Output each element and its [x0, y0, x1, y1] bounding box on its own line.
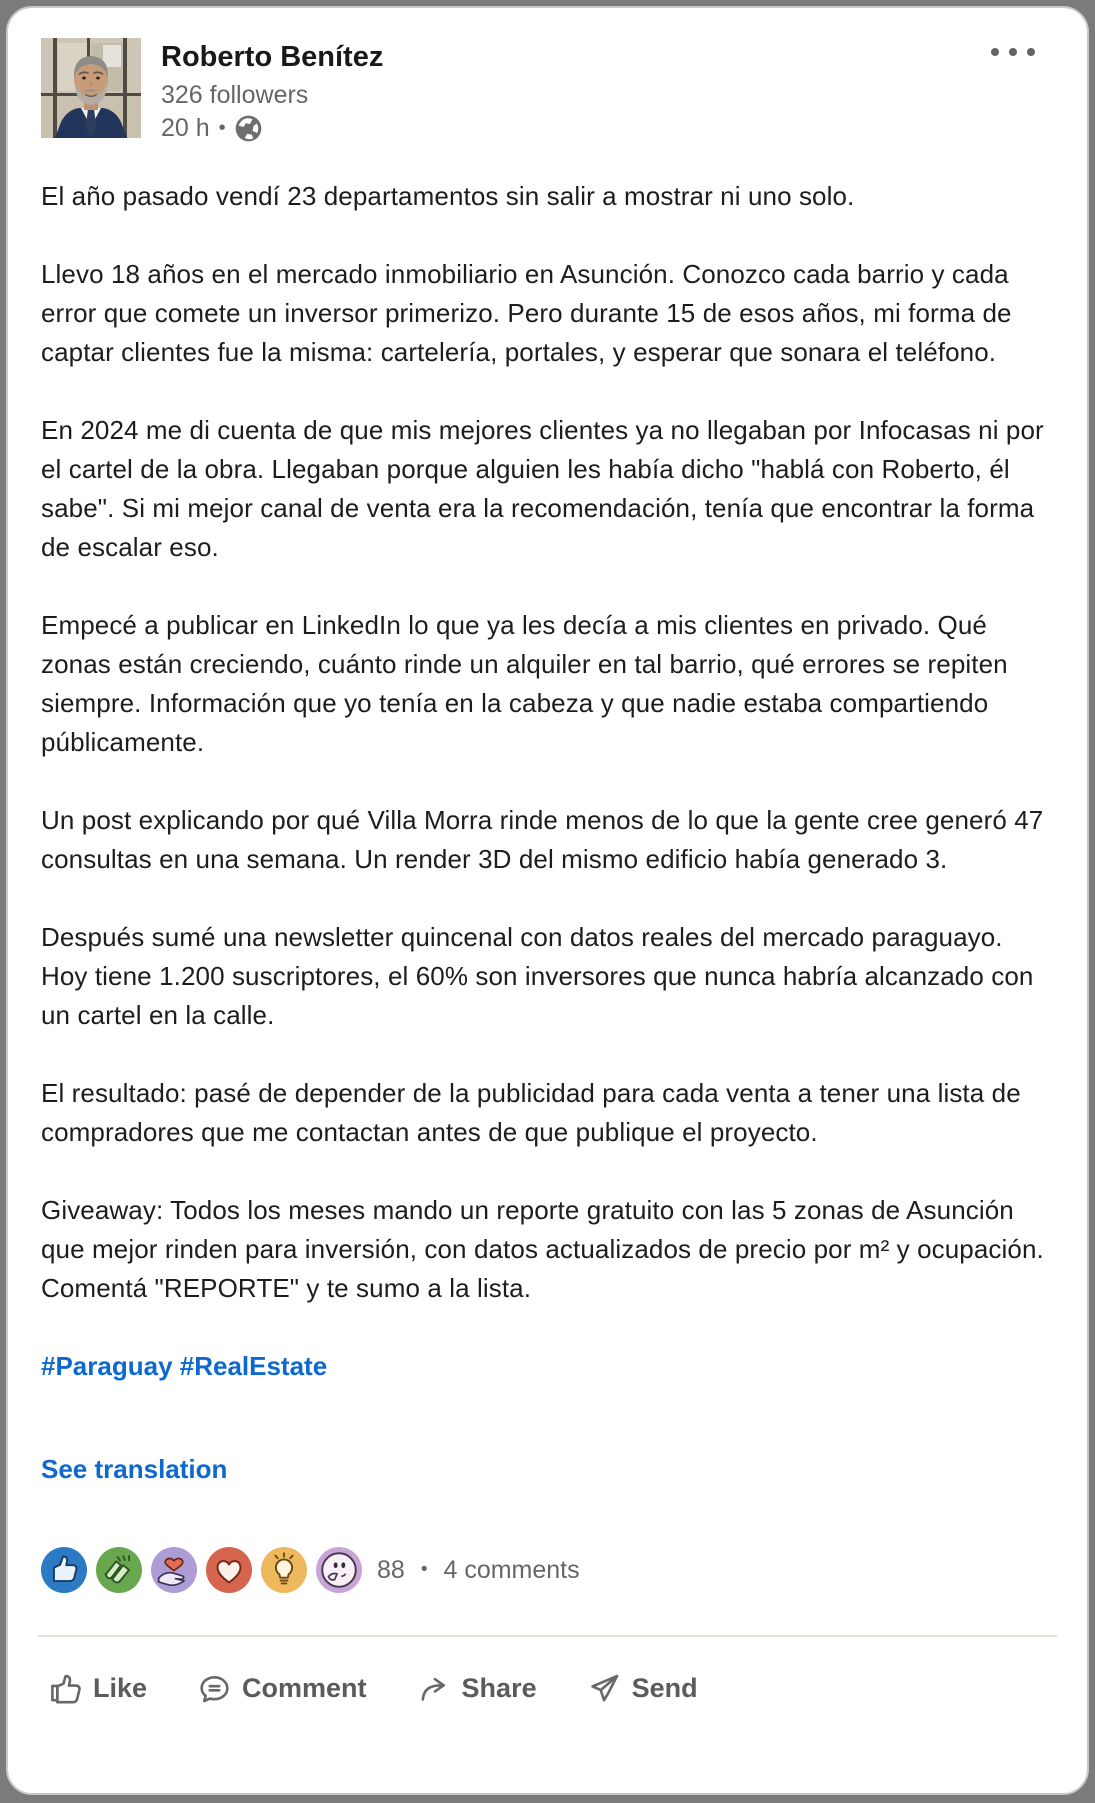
funny-reaction-icon[interactable] [316, 1547, 362, 1593]
post-text-paragraph: En 2024 me di cuenta de que mis mejores clientes ya no llegaban por Infocasas ni por el cartel de la obra. Llegaban porque alguien les había dicho "hablá con Roberto, él sabe". Si mi mejor canal de venta era la recomendación, tenía que encontrar la forma de escalar eso. [41, 415, 1044, 562]
comments-count[interactable]: 4 comments [443, 1555, 580, 1584]
like-button-label: Like [93, 1673, 148, 1703]
post-text-paragraph: El año pasado vendí 23 departamentos sin salir a mostrar ni uno solo. [41, 181, 855, 211]
reactions-group[interactable] [41, 1547, 371, 1593]
social-proof-row [8, 1547, 1087, 1593]
post-body [8, 143, 1087, 1489]
see-translation-link[interactable]: See translation [41, 1454, 228, 1484]
post-text-paragraph: Después sumé una newsletter quincenal con datos reales del mercado paraguayo. Hoy tiene 1.200 suscriptores, el 60% son inversores que nunca habría alcanzado con un cartel en la calle. [41, 922, 1034, 1030]
author-followers: 326 followers [161, 81, 309, 109]
post-header [8, 8, 1087, 143]
social-counts [377, 1556, 580, 1585]
share-arrow-icon [417, 1671, 452, 1706]
like-reaction-icon[interactable] [41, 1547, 87, 1593]
post-time: 20 h [161, 114, 210, 142]
author-avatar-photo [41, 38, 141, 138]
comment-button-label: Comment [242, 1673, 367, 1703]
like-button[interactable] [44, 1663, 151, 1714]
overflow-dot [991, 48, 999, 56]
love-reaction-icon[interactable] [206, 1547, 252, 1593]
author-info [161, 38, 383, 143]
post-text-paragraph: El resultado: pasé de depender de la publicidad para cada venta a tener una lista de compradores que me contactan antes de que publique el proyecto. [41, 1078, 1021, 1147]
send-plane-icon [587, 1671, 622, 1706]
support-reaction-icon[interactable] [151, 1547, 197, 1593]
post-meta [161, 113, 383, 143]
post-options-menu[interactable] [983, 40, 1043, 64]
meta-separator: • [218, 117, 226, 139]
comment-button[interactable] [193, 1663, 371, 1714]
count-separator: • [420, 1559, 428, 1580]
overflow-dot [1027, 48, 1035, 56]
author-name[interactable]: Roberto Benítez [161, 41, 384, 73]
reaction-count[interactable]: 88 [377, 1555, 405, 1584]
post-text-paragraph: Empecé a publicar en LinkedIn lo que ya les decía a mis clientes en privado. Qué zonas están creciendo, cuánto rinde un alquiler en tal barrio, qué errores se repiten siempre. Información que yo tenía en la cabeza y que nadie estaba compartiendo públicamente. [41, 610, 1008, 757]
comment-bubble-icon [197, 1671, 232, 1706]
share-button-label: Share [461, 1673, 537, 1703]
post-text-paragraph: Llevo 18 años en el mercado inmobiliario en Asunción. Conozco cada barrio y cada error que comete un inversor primerizo. Pero durante 15 de esos años, mi forma de captar clientes fue la misma: cartelería, portales, y esperar que sonara el teléfono. [41, 259, 1012, 367]
send-button[interactable] [583, 1663, 702, 1714]
post-text-paragraph: Giveaway: Todos los meses mando un reporte gratuito con las 5 zonas de Asunción que mejor rinden para inversión, con datos actualizados de precio por m² y ocupación. Comentá "REPORTE" y te sumo a la lista. [41, 1195, 1044, 1303]
action-bar [8, 1637, 1087, 1714]
send-button-label: Send [631, 1673, 698, 1703]
celebrate-reaction-icon[interactable] [96, 1547, 142, 1593]
linkedin-post-card [6, 6, 1089, 1795]
author-avatar[interactable] [41, 38, 141, 138]
like-thumb-icon [48, 1671, 83, 1706]
share-button[interactable] [413, 1663, 541, 1714]
insightful-reaction-icon[interactable] [261, 1547, 307, 1593]
globe-icon [235, 115, 262, 142]
post-text-paragraph: Un post explicando por qué Villa Morra rinde menos de lo que la gente cree generó 47 consultas en una semana. Un render 3D del mismo edificio había generado 3. [41, 805, 1044, 874]
overflow-dot [1009, 48, 1017, 56]
hashtags-link[interactable]: #Paraguay #RealEstate [41, 1351, 328, 1381]
